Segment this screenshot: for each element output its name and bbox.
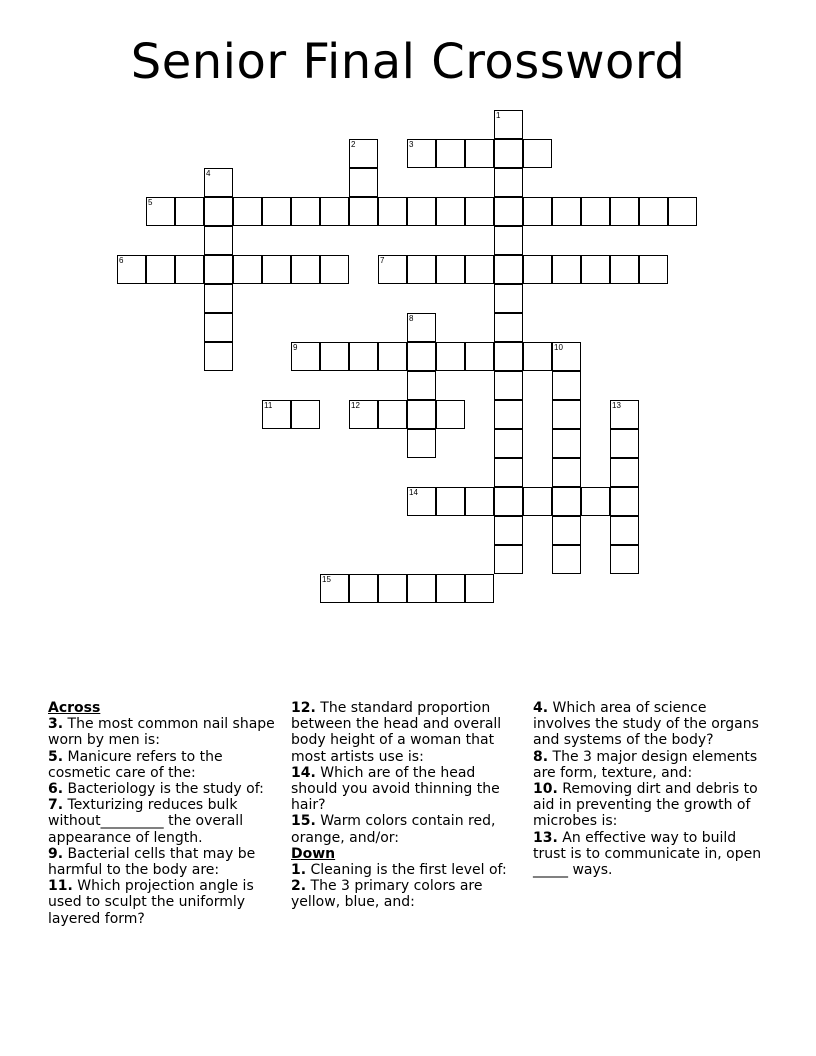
grid-cell[interactable] [320,255,349,284]
clue-text: The standard proportion between the head and overall body height of a woman that most artists use is: [291,700,502,765]
clue-num: 6. [48,781,64,798]
clue-text: Which are of the head should you avoid thinning the hair? [291,764,500,814]
down-clue [533,781,765,830]
grid-cell[interactable] [320,574,349,603]
clue-text: Removing dirt and debris to aid in preventing the growth of microbes is: [533,781,758,830]
clue-text: Warm colors contain red, orange, and/or: [291,813,496,846]
grid-cell[interactable] [494,168,523,197]
grid-cell[interactable] [204,197,233,226]
grid-cell[interactable] [494,139,523,168]
clue-num: 5. [48,748,64,765]
clue-number: 13 [612,401,621,410]
clue-num: 15. [291,813,316,830]
grid-cell[interactable] [523,139,552,168]
clue-text: The most common nail shape worn by men is: [48,716,275,749]
grid-cell[interactable] [610,197,639,226]
grid-cell[interactable] [552,458,581,487]
grid-cell[interactable] [552,487,581,516]
grid-cell[interactable] [610,516,639,545]
clue-number: 3 [409,140,414,149]
down-clue [291,878,523,910]
grid-cell[interactable] [407,429,436,458]
grid-cell[interactable] [639,197,668,226]
grid-cell[interactable] [668,197,697,226]
grid-cell[interactable] [465,342,494,371]
clue-text: The 3 primary colors are yellow, blue, and: [291,878,483,911]
grid-cell[interactable] [407,255,436,284]
grid-cell[interactable] [494,342,523,371]
down-clue [291,862,523,878]
clue-num: 14. [291,764,316,781]
clue-num: 3. [48,716,64,733]
grid-cell[interactable] [320,342,349,371]
grid-cell[interactable] [494,110,523,139]
across-clue [48,846,280,878]
down-clue [533,749,765,781]
clue-text: Texturizing reduces bulk without_________ the overall appearance of length. [48,797,244,846]
grid-cell[interactable] [349,574,378,603]
grid-cell[interactable] [494,255,523,284]
grid-cell[interactable] [552,516,581,545]
grid-cell[interactable] [204,168,233,197]
grid-cell[interactable] [204,284,233,313]
grid-cell[interactable] [494,371,523,400]
grid-cell[interactable] [610,545,639,574]
grid-cell[interactable] [262,197,291,226]
grid-cell[interactable] [262,255,291,284]
grid-cell[interactable] [465,197,494,226]
grid-cell[interactable] [581,487,610,516]
clue-number: 10 [554,343,563,352]
clue-text: Bacteriology is the study of: [67,781,264,798]
grid-cell[interactable] [204,342,233,371]
clue-number: 15 [322,575,331,584]
grid-cell[interactable] [494,487,523,516]
clue-number: 6 [119,256,124,265]
across-clue [48,749,280,781]
clue-number: 2 [351,140,356,149]
grid-cell[interactable] [204,255,233,284]
grid-cell[interactable] [523,255,552,284]
grid-cell[interactable] [378,574,407,603]
clue-num: 13. [533,829,558,846]
grid-cell[interactable] [262,400,291,429]
grid-cell[interactable] [610,255,639,284]
grid-cell[interactable] [349,197,378,226]
clue-num: 2. [291,878,307,895]
across-clue [291,700,523,765]
grid-cell[interactable] [552,429,581,458]
grid-cell[interactable] [494,400,523,429]
clue-num: 12. [291,700,316,716]
clue-num: 1. [291,862,307,879]
down-clue [533,700,765,749]
grid-cell[interactable] [639,255,668,284]
grid-cell[interactable] [407,313,436,342]
clue-num: 10. [533,781,558,798]
grid-cell[interactable] [610,487,639,516]
grid-cell[interactable] [610,429,639,458]
grid-cell[interactable] [175,255,204,284]
grid-cell[interactable] [349,168,378,197]
grid-cell[interactable] [233,197,262,226]
across-clue [48,781,280,797]
clue-text: Which area of science involves the study of the organs and systems of the body? [533,700,759,749]
grid-cell[interactable] [349,139,378,168]
clue-num: 4. [533,700,549,716]
grid-cell[interactable] [204,226,233,255]
clue-num: 11. [48,878,73,895]
clues-column-3 [533,700,765,878]
clues-column-2 [291,700,523,911]
clue-num: 9. [48,845,64,862]
grid-cell[interactable] [523,197,552,226]
clue-text: Bacterial cells that may be harmful to the body are: [48,845,256,879]
grid-cell[interactable] [436,487,465,516]
grid-cell[interactable] [291,197,320,226]
grid-cell[interactable] [494,284,523,313]
grid-cell[interactable] [407,400,436,429]
grid-cell[interactable] [204,313,233,342]
clue-number: 7 [380,256,385,265]
clue-number: 14 [409,488,418,497]
clue-text: The 3 major design elements are form, texture, and: [533,748,758,781]
grid-cell[interactable] [581,255,610,284]
grid-cell[interactable] [436,574,465,603]
grid-cell[interactable] [146,197,175,226]
clue-text: Manicure refers to the cosmetic care of the: [48,748,223,781]
grid-cell[interactable] [291,255,320,284]
grid-cell[interactable] [494,197,523,226]
grid-cell[interactable] [465,487,494,516]
across-heading: Across [48,700,101,716]
grid-cell[interactable] [378,400,407,429]
grid-cell[interactable] [436,197,465,226]
grid-cell[interactable] [523,342,552,371]
clue-number: 1 [496,111,501,120]
clue-number: 12 [351,401,360,410]
grid-cell[interactable] [378,342,407,371]
grid-cell[interactable] [349,400,378,429]
grid-cell[interactable] [494,545,523,574]
grid-cell[interactable] [436,139,465,168]
grid-cell[interactable] [494,516,523,545]
grid-cell[interactable] [465,139,494,168]
clue-number: 5 [148,198,153,207]
grid-cell[interactable] [610,400,639,429]
grid-cell[interactable] [407,371,436,400]
grid-cell[interactable] [552,371,581,400]
clues-column-1 [48,700,280,927]
grid-cell[interactable] [407,139,436,168]
grid-cell[interactable] [610,458,639,487]
grid-cell[interactable] [494,429,523,458]
grid-cell[interactable] [146,255,175,284]
grid-cell[interactable] [349,342,378,371]
clue-text: Which projection angle is used to sculpt the uniformly layered form? [48,878,254,927]
grid-cell[interactable] [552,255,581,284]
grid-cell[interactable] [465,574,494,603]
clue-num: 7. [48,797,64,814]
grid-cell[interactable] [291,342,320,371]
grid-cell[interactable] [581,197,610,226]
grid-cell[interactable] [320,197,349,226]
across-clue [291,813,523,845]
grid-cell[interactable] [494,226,523,255]
down-clue [533,830,765,879]
grid-cell[interactable] [465,255,494,284]
grid-cell[interactable] [378,255,407,284]
grid-cell[interactable] [494,313,523,342]
grid-cell[interactable] [552,342,581,371]
grid-cell[interactable] [552,400,581,429]
grid-cell[interactable] [378,197,407,226]
grid-cell[interactable] [407,487,436,516]
grid-cell[interactable] [291,400,320,429]
grid-cell[interactable] [494,458,523,487]
grid-cell[interactable] [552,545,581,574]
clue-num: 8. [533,748,549,765]
clue-text: Cleaning is the first level of: [310,862,507,879]
across-clue [48,797,280,846]
clue-number: 11 [264,401,273,410]
down-heading: Down [291,845,336,862]
grid-cell[interactable] [436,255,465,284]
grid-cell[interactable] [117,255,146,284]
grid-cell[interactable] [436,342,465,371]
clue-number: 9 [293,343,298,352]
across-clue [291,765,523,814]
grid-cell[interactable] [523,487,552,516]
grid-cell[interactable] [233,255,262,284]
grid-cell[interactable] [436,400,465,429]
clue-number: 4 [206,169,211,178]
clue-text: An effective way to build trust is to communicate in, open _____ ways. [533,829,762,879]
across-clue [48,716,280,748]
clue-number: 8 [409,314,414,323]
grid-cell[interactable] [407,342,436,371]
grid-cell[interactable] [407,574,436,603]
across-clue [48,878,280,927]
grid-cell[interactable] [175,197,204,226]
page-title: Senior Final Crossword [130,34,686,90]
grid-cell[interactable] [407,197,436,226]
grid-cell[interactable] [552,197,581,226]
